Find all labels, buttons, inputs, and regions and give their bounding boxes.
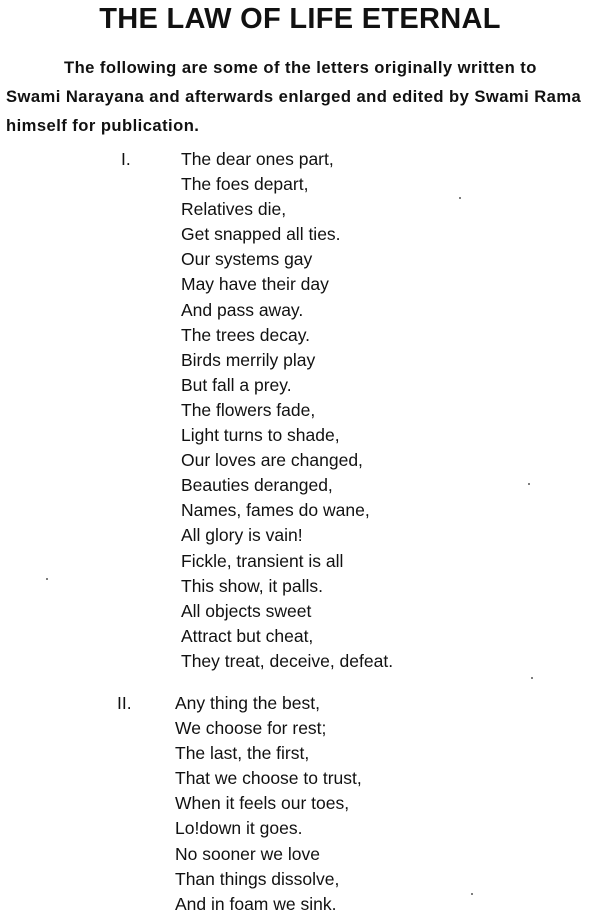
poem-line: Our loves are changed, (181, 450, 363, 471)
stanza-numeral: II. (117, 693, 132, 713)
poem-line: No sooner we love (175, 843, 320, 864)
poem-line: We choose for rest; (175, 718, 327, 739)
poem-line: They treat, deceive, defeat. (181, 650, 394, 671)
poem-line: And in foam we sink. (175, 893, 337, 914)
poem-line: Than things dissolve, (175, 868, 340, 889)
poem-line: All objects sweet (181, 600, 312, 621)
intro-line: Swami Narayana and afterwards enlarged and edited by Swami Rama (6, 87, 582, 106)
poem-line: Get snapped all ties. (181, 224, 341, 245)
poem-line: The trees decay. (181, 324, 311, 345)
print-speck (459, 197, 461, 199)
poem-line: The dear ones part, (181, 149, 334, 169)
poem-line: That we choose to trust, (175, 768, 362, 789)
poem-line: Our systems gay (181, 249, 313, 270)
poem-line: Beauties deranged, (181, 475, 333, 496)
intro-paragraph (6, 53, 598, 140)
poem-line: Birds merrily play (181, 349, 316, 370)
page-title: THE LAW OF LIFE ETERNAL (99, 3, 501, 35)
poem-line: Relatives die, (181, 199, 287, 220)
poem-line: The foes depart, (181, 174, 309, 195)
poem-line: May have their day (181, 274, 329, 295)
poem-line: Light turns to shade, (181, 425, 340, 446)
intro-line: The following are some of the letters originally written to (64, 58, 537, 77)
stanza-lines (181, 147, 393, 674)
print-speck (531, 677, 533, 679)
print-speck (471, 893, 473, 895)
poem-line: The flowers fade, (181, 399, 316, 420)
print-speck (46, 578, 48, 580)
poem-line: But fall a prey. (181, 374, 292, 395)
poem-line: When it feels our toes, (175, 793, 350, 814)
poem-line: And pass away. (181, 299, 304, 320)
stanza-lines (175, 691, 362, 917)
poem-line: This show, it palls. (181, 575, 323, 596)
stanza-numeral: I. (121, 149, 131, 169)
intro-line: himself for publication. (6, 116, 200, 135)
poem-line: Any thing the best, (175, 693, 320, 713)
print-speck (528, 483, 530, 485)
poem-line: All glory is vain! (181, 525, 303, 546)
poem-line: Lo!down it goes. (175, 818, 303, 839)
poem-line: Attract but cheat, (181, 625, 314, 646)
poem-line: The last, the first, (175, 743, 310, 764)
poem-line: Fickle, transient is all (181, 550, 344, 571)
poem-line: Names, fames do wane, (181, 500, 370, 521)
